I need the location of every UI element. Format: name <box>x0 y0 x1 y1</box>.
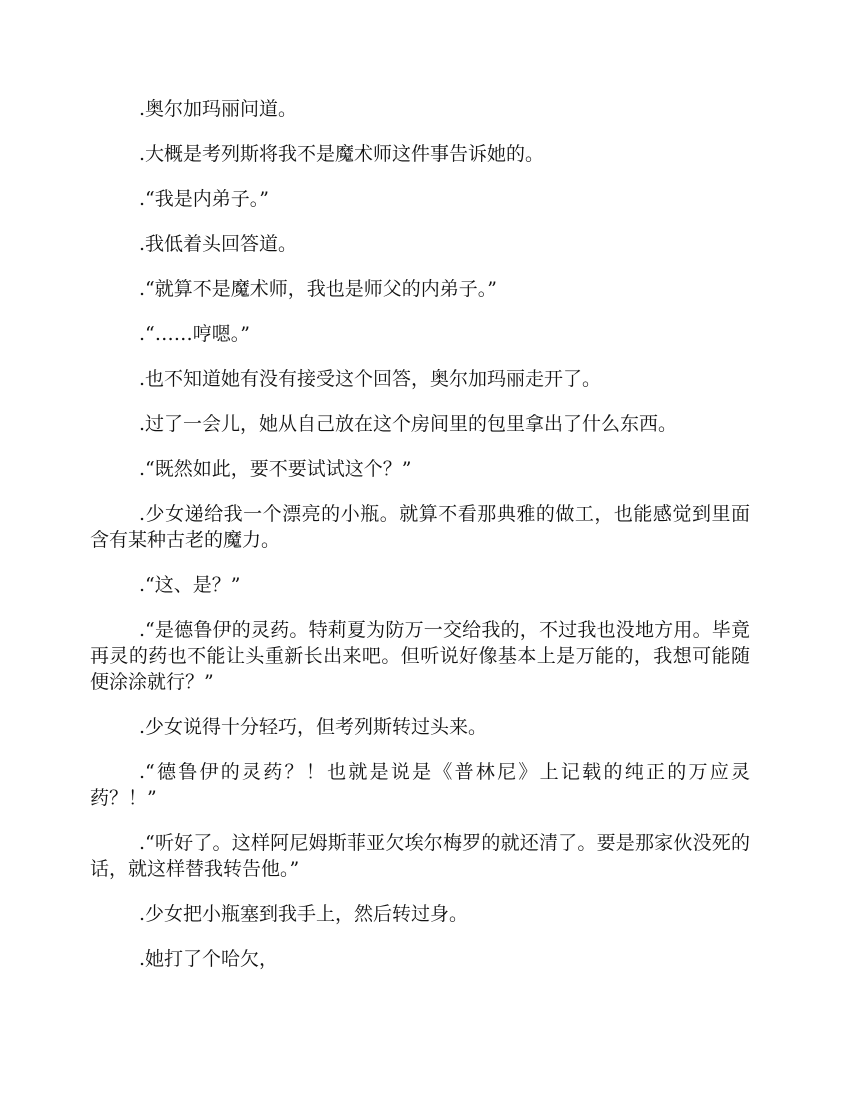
paragraph: .我低着头回答道。 <box>139 233 298 255</box>
paragraph: .少女递给我一个漂亮的小瓶。就算不看那典雅的做工，也能感觉到里面含有某种古老的魔力。 <box>90 503 750 551</box>
paragraph: .少女把小瓶塞到我手上，然后转过身。 <box>139 903 469 925</box>
paragraph: .“就算不是魔术师，我也是师父的内弟子。” <box>139 278 497 300</box>
paragraph: .“是德鲁伊的灵药。特莉夏为防万一交给我的，不过我也没地方用。毕竟再灵的药也不能让头重新长出来吧。但听说好像基本上是万能的，我想可能随便涂涂就行？” <box>90 619 750 693</box>
paragraph: .“……哼嗯。” <box>139 323 250 345</box>
paragraph: .过了一会儿，她从自己放在这个房间里的包里拿出了什么东西。 <box>139 413 678 435</box>
paragraph: .大概是考列斯将我不是魔术师这件事告诉她的。 <box>139 143 545 165</box>
paragraph: .“这、是？” <box>139 574 241 596</box>
paragraph: .“听好了。这样阿尼姆斯菲亚欠埃尔梅罗的就还清了。要是那家伙没死的话，就这样替我转告他。” <box>90 832 750 880</box>
paragraph: .“德鲁伊的灵药？！也就是说是《普林尼》上记载的纯正的万应灵药？！” <box>90 761 750 809</box>
paragraph: .也不知道她有没有接受这个回答，奥尔加玛丽走开了。 <box>139 368 602 390</box>
paragraph: .少女说得十分轻巧，但考列斯转过头来。 <box>139 716 488 738</box>
paragraph: .奥尔加玛丽问道。 <box>139 98 298 120</box>
paragraph: .她打了个哈欠， <box>139 948 279 970</box>
paragraph: .“既然如此，要不要试试这个？” <box>139 458 412 480</box>
document-body <box>90 96 750 991</box>
paragraph: .“我是内弟子。” <box>139 188 269 210</box>
